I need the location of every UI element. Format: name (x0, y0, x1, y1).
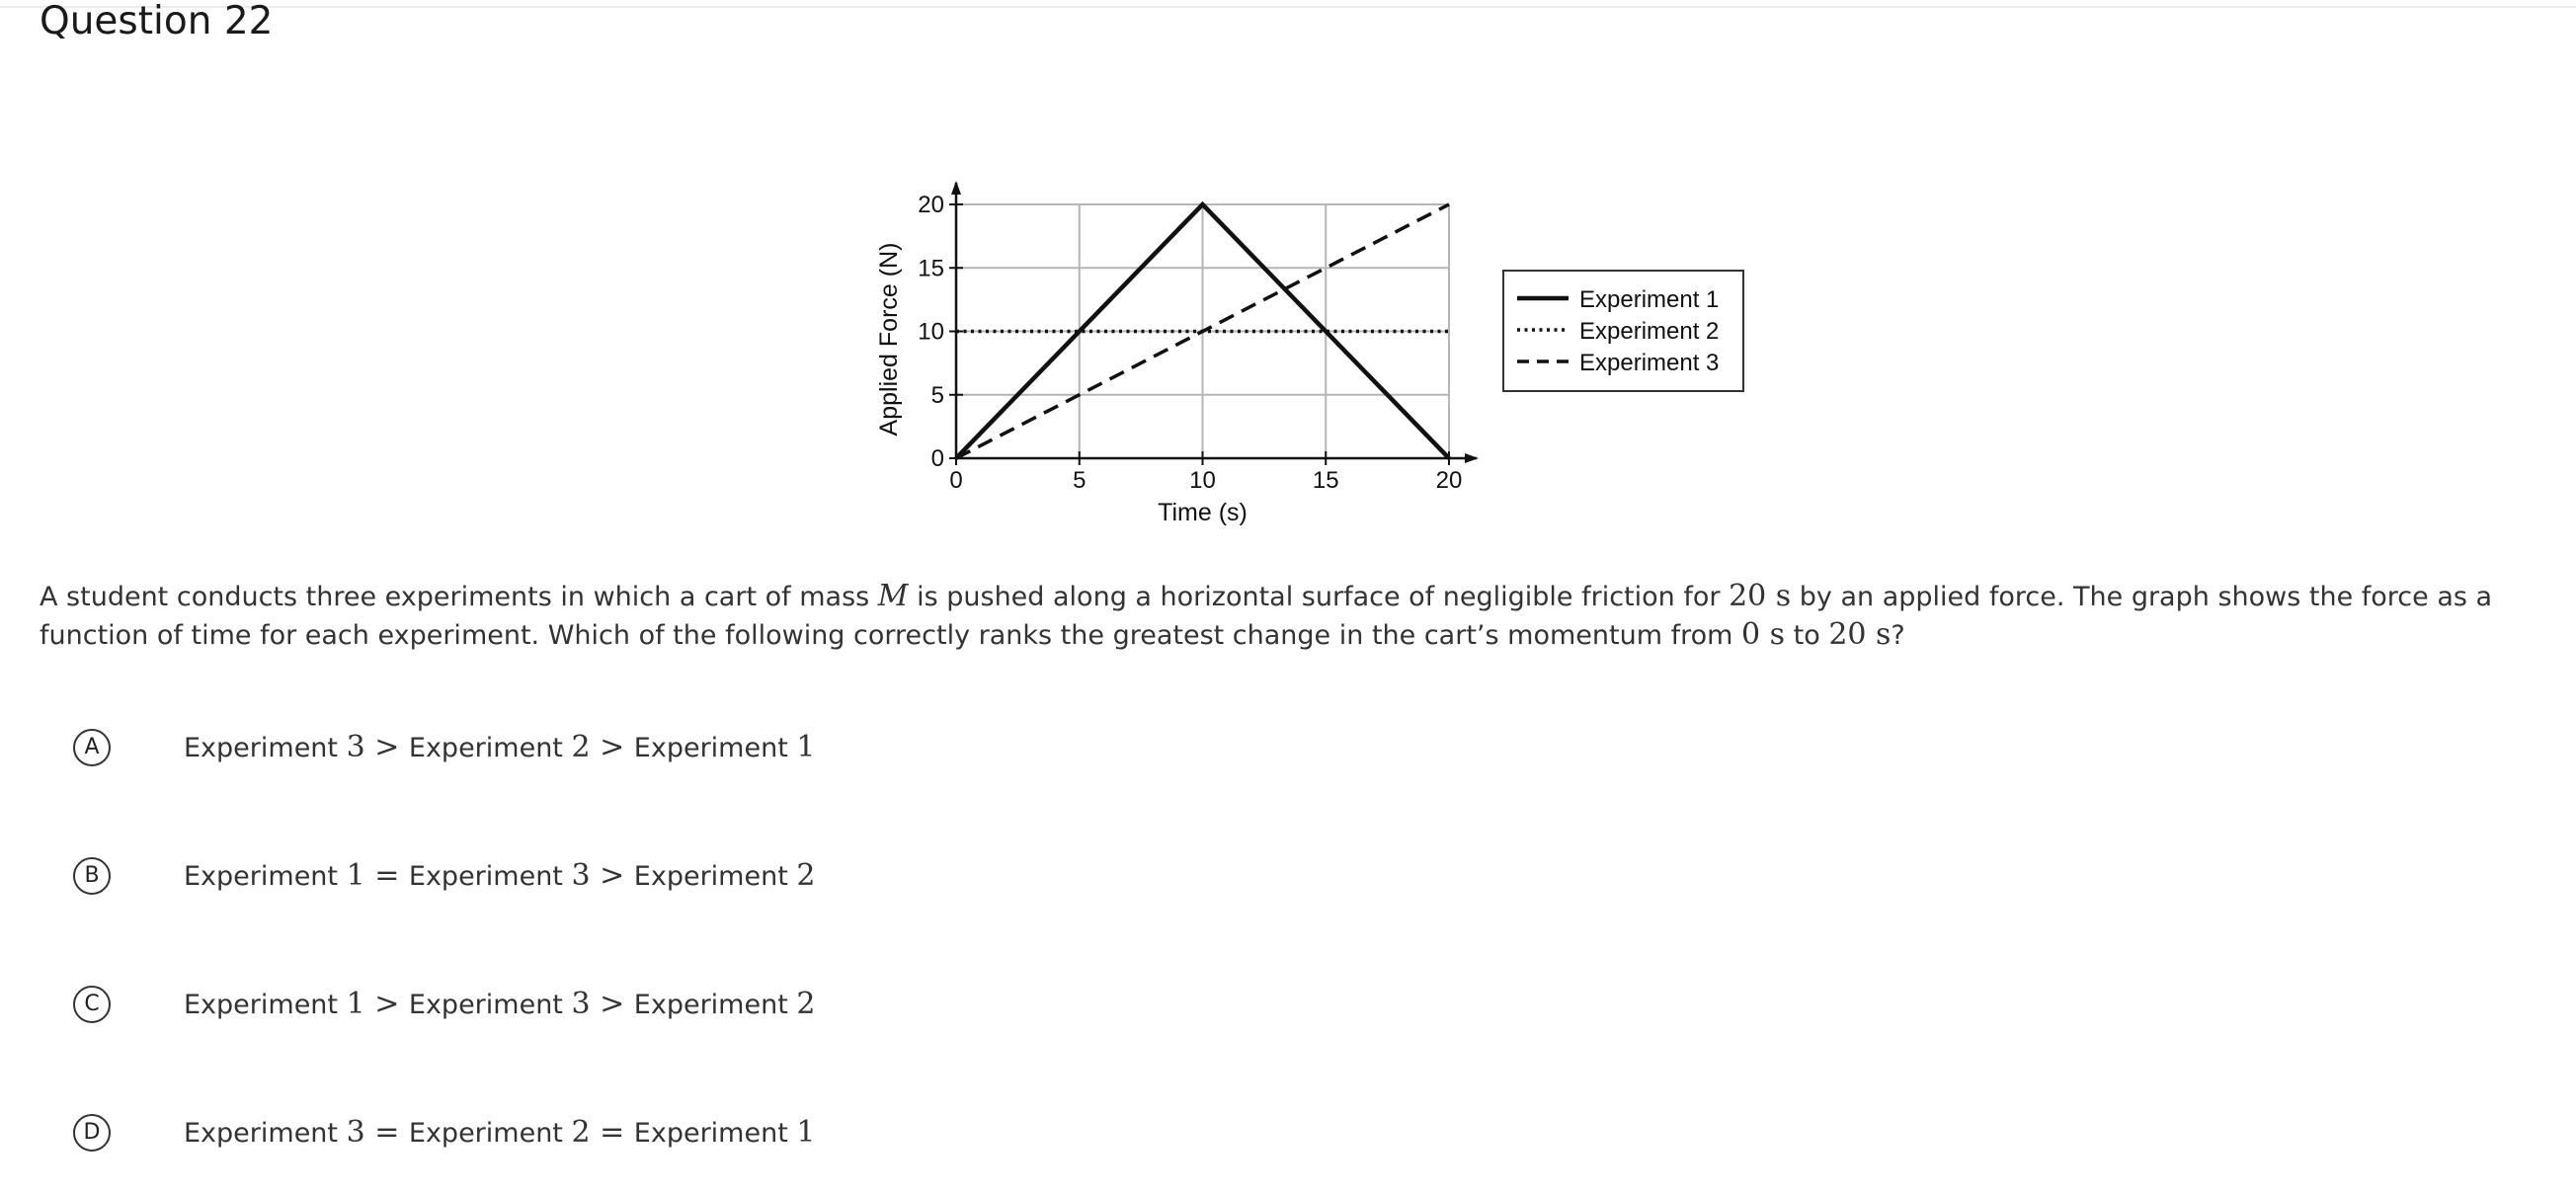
math-run: 20 s (1729, 579, 1792, 613)
answer-choice-d[interactable] (73, 1114, 962, 1157)
math-run: 3 > (571, 858, 634, 893)
y-tick-label: 5 (930, 381, 944, 409)
choice-text (184, 986, 815, 1024)
math-run: 20 s (1828, 617, 1892, 652)
y-axis-label: Applied Force (N) (875, 242, 903, 437)
legend-label: Experiment 1 (1579, 286, 1720, 313)
text-run: Experiment (184, 1118, 347, 1149)
text-run: Experiment (408, 861, 572, 892)
text-run: Experiment (184, 990, 347, 1020)
math-run: 3 > (571, 987, 634, 1021)
answer-choice-c[interactable] (73, 986, 962, 1029)
y-tick-label: 0 (930, 445, 944, 472)
x-tick-label: 20 (1435, 467, 1463, 494)
math-run: 0 s (1741, 617, 1786, 652)
question-title: Question 22 (40, 0, 274, 43)
legend-label: Experiment 3 (1579, 350, 1720, 376)
choice-letter-circle[interactable]: C (73, 986, 111, 1023)
text-run: Experiment (408, 1118, 572, 1149)
text-run: A student conducts three experiments in which a cart of mass (40, 582, 878, 612)
text-run: Experiment (184, 861, 347, 892)
math-run: 2 > (571, 730, 634, 764)
choice-letter-circle[interactable]: A (73, 729, 111, 766)
math-run: 2 (796, 858, 816, 893)
question-stem (40, 578, 2538, 655)
text-run: Experiment (633, 861, 797, 892)
text-run: Experiment (633, 733, 797, 763)
math-run: M (877, 579, 909, 613)
text-run: Experiment (184, 733, 347, 763)
text-run: Experiment (633, 990, 797, 1020)
text-run: Experiment (633, 1118, 797, 1149)
x-tick-label: 10 (1189, 467, 1216, 494)
text-run: Experiment (408, 733, 572, 763)
answer-choice-a[interactable] (73, 729, 962, 772)
text-run: ? (1891, 620, 1905, 651)
x-axis-arrow (1465, 453, 1479, 463)
answer-choice-b[interactable] (73, 857, 962, 901)
legend-label: Experiment 2 (1579, 318, 1720, 345)
math-run: 2 (796, 987, 816, 1021)
text-run: by an applied force. The graph shows the force as a function of time for each experiment. Which of the following correctly ranks the greatest change in the cart’s momentum from (40, 582, 2493, 651)
math-run: 1 = (346, 858, 409, 893)
x-axis-label: Time (s) (1158, 499, 1248, 526)
choice-text (184, 729, 815, 767)
y-tick-label: 10 (918, 318, 944, 346)
x-tick-label: 15 (1312, 467, 1339, 494)
math-run: 2 = (571, 1115, 634, 1150)
force-time-chart (0, 0, 2576, 553)
math-run: 3 = (346, 1115, 409, 1150)
choice-letter-circle[interactable]: B (73, 857, 111, 895)
text-run: is pushed along a horizontal surface of negligible friction for (908, 582, 1730, 612)
y-axis-arrow (951, 181, 961, 195)
y-tick-label: 20 (918, 192, 944, 218)
choice-letter-circle[interactable]: D (73, 1114, 111, 1152)
math-run: 1 (796, 1115, 816, 1150)
math-run: 1 > (346, 987, 409, 1021)
x-tick-label: 5 (1073, 467, 1087, 494)
math-run: 1 (796, 730, 816, 764)
x-tick-label: 0 (949, 467, 963, 494)
math-run: 3 > (346, 730, 409, 764)
choice-text (184, 857, 815, 896)
choice-text (184, 1114, 815, 1153)
text-run: to (1785, 620, 1829, 651)
y-tick-label: 15 (918, 255, 944, 282)
text-run: Experiment (408, 990, 572, 1020)
